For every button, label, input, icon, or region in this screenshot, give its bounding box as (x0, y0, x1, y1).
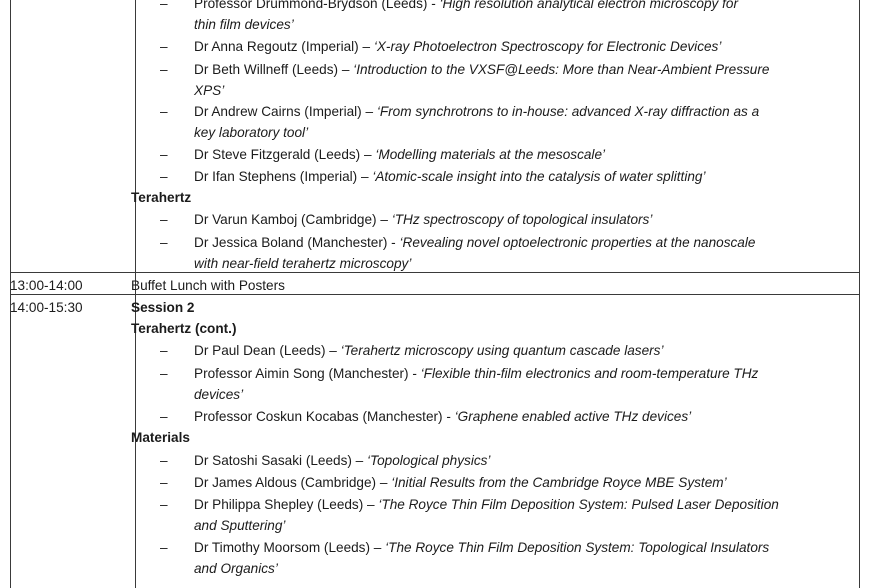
talk-title: ‘The Royce Thin Film Deposition System: Topological Insulators (385, 540, 770, 555)
talk-entry (194, 59, 854, 101)
speaker: Dr James Aldous (Cambridge) – (194, 475, 388, 490)
talk-title: XPS’ (194, 83, 225, 98)
bullet-dash: – (160, 235, 168, 250)
section-heading: Materials (131, 430, 190, 445)
talk-title: and Sputtering’ (194, 518, 286, 533)
speaker: Dr Steve Fitzgerald (Leeds) – (194, 147, 372, 162)
talk-title: ‘Modelling materials at the mesoscale’ (375, 147, 606, 162)
talk-entry (194, 232, 854, 274)
talk-title: key laboratory tool’ (194, 125, 309, 140)
talk-entry (194, 144, 854, 165)
speaker: Professor Aimin Song (Manchester) - (194, 366, 417, 381)
row-text: Buffet Lunch with Posters (131, 278, 285, 293)
talk-entry (194, 406, 854, 427)
talk-entry (194, 340, 854, 361)
talk-entry (194, 209, 854, 230)
talk-title: and Organics’ (194, 561, 278, 576)
speaker: Dr Timothy Moorsom (Leeds) – (194, 540, 382, 555)
bullet-dash: – (160, 475, 168, 490)
speaker: Dr Beth Willneff (Leeds) – (194, 62, 350, 77)
speaker: Dr Satoshi Sasaki (Leeds) – (194, 453, 364, 468)
bullet-dash: – (160, 409, 168, 424)
talk-entry (194, 494, 854, 536)
talk-title: ‘Introduction to the VXSF@Leeds: More than Near-Ambient Pressure (353, 62, 770, 77)
bullet-dash: – (160, 169, 168, 184)
talk-title: ‘From synchrotrons to in-house: advanced X-ray diffraction as a (376, 104, 760, 119)
talk-title: ‘Revealing novel optoelectronic properties at the nanoscale (399, 235, 756, 250)
talk-title: with near-field terahertz microscopy’ (194, 256, 412, 271)
talk-entry (194, 166, 854, 187)
talk-entry (194, 363, 854, 405)
speaker: Dr Jessica Boland (Manchester) - (194, 235, 396, 250)
bullet-dash: – (160, 366, 168, 381)
speaker: Dr Paul Dean (Leeds) – (194, 343, 337, 358)
speaker: Professor Drummond-Brydson (Leeds) - (194, 0, 436, 11)
talk-title: ‘X-ray Photoelectron Spectroscopy for Electronic Devices’ (373, 39, 722, 54)
bullet-dash: – (160, 39, 168, 54)
talk-entry (194, 36, 854, 57)
bullet-dash: – (160, 147, 168, 162)
time-slot: 14:00-15:30 (10, 300, 83, 315)
talk-entry (194, 0, 854, 35)
section-heading: Terahertz (131, 190, 192, 205)
talk-entry (194, 472, 854, 493)
talk-entry (194, 450, 854, 471)
talk-title: ‘Graphene enabled active THz devices’ (454, 409, 692, 424)
bullet-dash: – (160, 540, 168, 555)
bullet-dash: – (160, 497, 168, 512)
speaker: Dr Andrew Cairns (Imperial) – (194, 104, 374, 119)
talk-title: ‘The Royce Thin Film Deposition System: Pulsed Laser Deposition (378, 497, 779, 512)
row-divider-lunch-bottom (11, 294, 859, 295)
time-slot: 13:00-14:00 (10, 278, 83, 293)
talk-title: ‘THz spectroscopy of topological insulators’ (391, 212, 653, 227)
bullet-dash: – (160, 453, 168, 468)
talk-title: thin film devices’ (194, 17, 294, 32)
speaker: Dr Anna Regoutz (Imperial) – (194, 39, 371, 54)
bullet-dash: – (160, 62, 168, 77)
talk-title: ‘Atomic-scale insight into the catalysis of water splitting’ (372, 169, 706, 184)
speaker: Dr Varun Kamboj (Cambridge) – (194, 212, 388, 227)
talk-entry (194, 537, 854, 579)
talk-title: ‘High resolution analytical electron microscopy for (439, 0, 738, 11)
speaker: Professor Coskun Kocabas (Manchester) - (194, 409, 451, 424)
speaker: Dr Philippa Shepley (Leeds) – (194, 497, 375, 512)
talk-title: devices’ (194, 387, 244, 402)
speaker: Dr Ifan Stephens (Imperial) – (194, 169, 369, 184)
talk-title: ‘Topological physics’ (367, 453, 491, 468)
talk-entry (194, 101, 854, 143)
session-title: Session 2 (131, 300, 195, 315)
section-heading: Terahertz (cont.) (131, 321, 237, 336)
bullet-dash: – (160, 343, 168, 358)
talk-title: ‘Terahertz microscopy using quantum cascade lasers’ (340, 343, 664, 358)
bullet-dash: – (160, 0, 168, 11)
bullet-dash: – (160, 104, 168, 119)
talk-title: ‘Initial Results from the Cambridge Royce MBE System’ (391, 475, 727, 490)
talk-title: ‘Flexible thin-film electronics and room-temperature THz (420, 366, 759, 381)
bullet-dash: – (160, 212, 168, 227)
